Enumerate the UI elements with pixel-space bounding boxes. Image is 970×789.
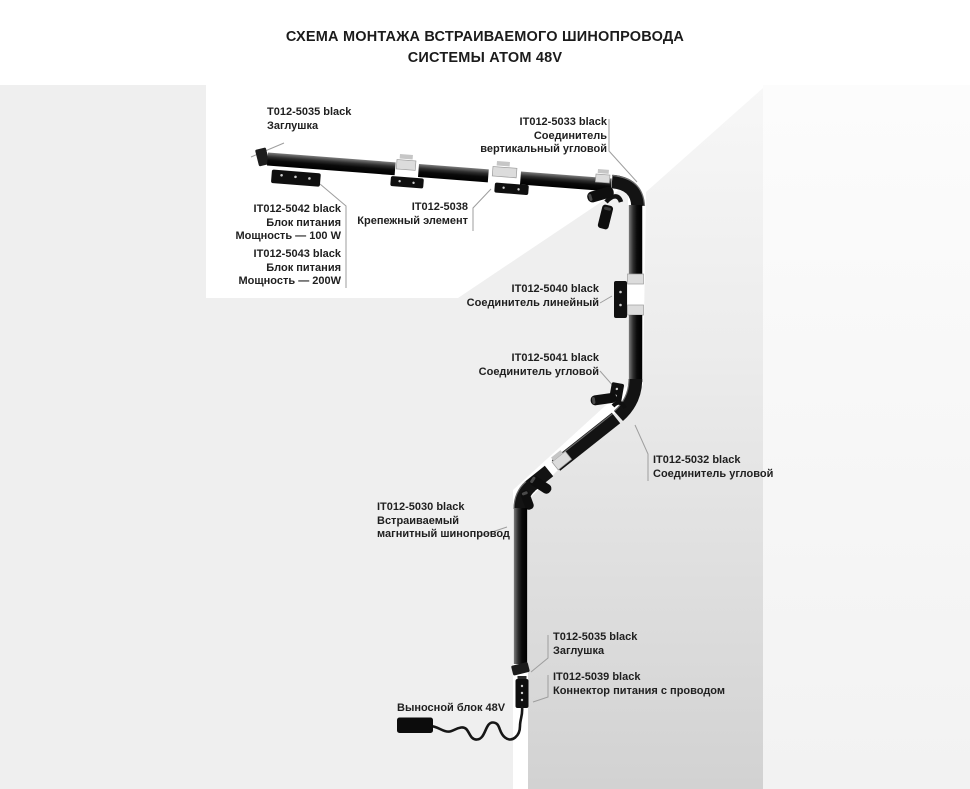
track-joint-clip [595, 174, 610, 183]
track-joint-clip [598, 169, 609, 174]
track-joint-clip [492, 167, 517, 178]
label-psu-100: IT012-5042 black Блок питания Мощность — 100 W [235, 203, 341, 242]
leader-line [609, 119, 637, 182]
track-joint-clip [628, 305, 644, 315]
mounting-bracket [390, 176, 424, 189]
wall-track-upper [628, 205, 644, 382]
title-line: СИСТЕМЫ АТОМ 48V [407, 50, 563, 66]
remote-power-block [397, 718, 433, 734]
label-power-connector: IT012-5039 black Коннектор питания с проводом [553, 671, 726, 697]
linear-connector [614, 281, 627, 318]
label-corner-vertical-connector: IT012-5033 black Соединитель вертикальный угловой [480, 116, 607, 155]
label-linear-connector: IT012-5040 black Соединитель линейный [466, 283, 599, 309]
label-psu-200: IT012-5043 black Блок питания Мощность — 200W [238, 248, 341, 287]
track-joint-clip [400, 154, 413, 159]
label-fastener: IT012-5038 Крепежный элемент [357, 201, 468, 227]
track-joint-clip [396, 160, 416, 171]
track-segment [629, 205, 643, 275]
title-line: СХЕМА МОНТАЖА ВСТРАИВАЕМОГО ШИНОПРОВОДА [285, 29, 685, 45]
page-title [0, 27, 970, 69]
track-segment [418, 164, 489, 182]
right-background-panel [763, 85, 970, 789]
label-cap-bottom: T012-5035 black Заглушка [553, 631, 638, 657]
leader-line [473, 189, 491, 231]
label-remote-block: Выносной блок 48V [397, 702, 506, 714]
power-supply-unit [271, 170, 321, 187]
track-joint-clip [497, 161, 510, 166]
label-cap-top: T012-5035 black Заглушка [267, 106, 352, 132]
track-joint-clip [628, 274, 644, 284]
label-track: IT012-5030 black Встраиваемый магнитный шинопровод [377, 501, 510, 540]
track-segment [629, 315, 643, 382]
power-feed-connector [516, 676, 529, 708]
label-corner-connector-lower: IT012-5032 black Соединитель угловой [653, 454, 774, 480]
recessed-magnetic-track [514, 508, 528, 664]
label-corner-connector-upper: IT012-5041 black Соединитель угловой [478, 352, 599, 378]
